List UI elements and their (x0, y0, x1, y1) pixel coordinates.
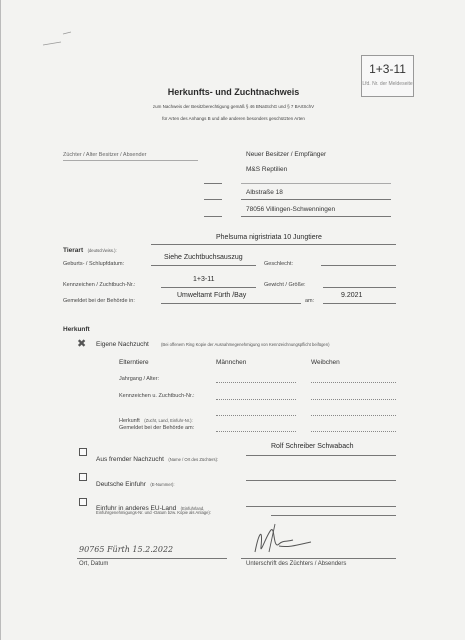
eu-import-checkbox[interactable] (79, 498, 87, 506)
sex-label: Geschlecht: (264, 261, 294, 267)
parents-registered-label: Gemeldet bei der Behörde am: (119, 425, 195, 431)
tierart-row (63, 239, 117, 257)
female-label: Weibchen (311, 359, 340, 366)
foreign-breeding-small: (Name / Ort des Züchters): (168, 457, 219, 462)
parents-origin-small: (Zucht, Land, Einfuhr-Nr.): (144, 418, 193, 423)
registered-label: Gemeldet bei der Behörde in: (63, 298, 135, 304)
stray-pen-mark (41, 30, 81, 50)
parents-origin-label: Herkunft (119, 418, 140, 424)
german-import-row (96, 473, 175, 491)
place-date-handwritten: 90765 Fürth 15.2.2022 (79, 545, 174, 554)
document-subtitle-1: zum Nachweis der Besitzberechtigung gemäß § 46 BNatSchG und § 7 BArtSchV (152, 104, 315, 109)
tierart-value[interactable]: Phelsuma nigristriata 10 Jungtiere (216, 234, 322, 241)
lfd-label: Lfd. Nr. der Meldeseite (362, 81, 413, 87)
date-label: am: (305, 298, 315, 304)
place-date-label: Ort, Datum (79, 561, 109, 567)
birth-label: Geburts- / Schlupfdatum: (63, 261, 125, 267)
mark-label: Kennzeichen / Zuchtbuch-Nr.: (63, 282, 136, 288)
mark-value[interactable]: 1+3-11 (193, 276, 215, 283)
german-import-checkbox[interactable] (79, 473, 87, 481)
birth-value[interactable]: Siehe Zuchtbuchsauszug (164, 254, 243, 261)
eu-import-small: (Einfuhrland, (180, 506, 205, 511)
weight-label: Gewicht / Größe: (264, 282, 306, 288)
registered-value[interactable]: Umweltamt Fürth /Bay (177, 292, 247, 299)
signature-scribble (249, 522, 319, 562)
new-owner-city: 78056 Villingen-Schwenningen (246, 206, 336, 213)
foreign-breeding-checkbox[interactable] (79, 448, 87, 456)
new-owner-header: Neuer Besitzer / Empfänger (246, 151, 327, 158)
foreign-breeding-row (96, 448, 218, 466)
male-label: Männchen (216, 359, 247, 366)
tierart-sub: (deutsch/wiss.): (87, 248, 117, 253)
new-owner-name: M&S Reptilien (246, 166, 288, 173)
own-checkbox-checked[interactable]: ✖ (77, 338, 87, 350)
signature-label: Unterschrift des Züchters / Absenders (246, 561, 347, 567)
sender-header: Züchter / Alter Besitzer / Absender (63, 152, 147, 158)
own-breeding-label: Eigene Nachzucht (96, 341, 149, 348)
eu-import-label: Einfuhr in anderes EU-Land (96, 505, 177, 512)
eu-import-small-2: Einfuhrgenehmigungs-Nr. und -Datum bzw. Kopie als Anlage): (96, 510, 211, 515)
lfd-number: 1+3-11 (369, 62, 406, 76)
document-title: Herkunfts- und Zuchtnachweis (167, 87, 300, 97)
foreign-breeding-label: Aus fremder Nachzucht (96, 456, 164, 463)
new-owner-street: Albstraße 18 (246, 189, 283, 196)
german-import-small: (E-Nummer): (150, 482, 175, 487)
document-subtitle-2: für Arten des Anhangs B und alle anderen besonders geschützten Arten (162, 116, 305, 121)
parents-label: Elterntiere (119, 359, 149, 366)
foreign-breeder-value[interactable]: Rolf Schreiber Schwabach (271, 443, 354, 450)
parents-mark-label: Kennzeichen u. Zuchtbuch-Nr.: (119, 393, 195, 399)
parents-age-label: Jahrgang / Alter: (119, 376, 160, 382)
date-value[interactable]: 9.2021 (341, 292, 363, 299)
herkunft-heading: Herkunft (63, 326, 90, 333)
own-breeding-note: (Bei offenem Ring Kopie der Ausnahmegenehmigung von Kennzeichnungspflicht beifügen) (161, 342, 330, 347)
tierart-label: Tierart (63, 247, 84, 254)
german-import-label: Deutsche Einfuhr (96, 481, 146, 488)
